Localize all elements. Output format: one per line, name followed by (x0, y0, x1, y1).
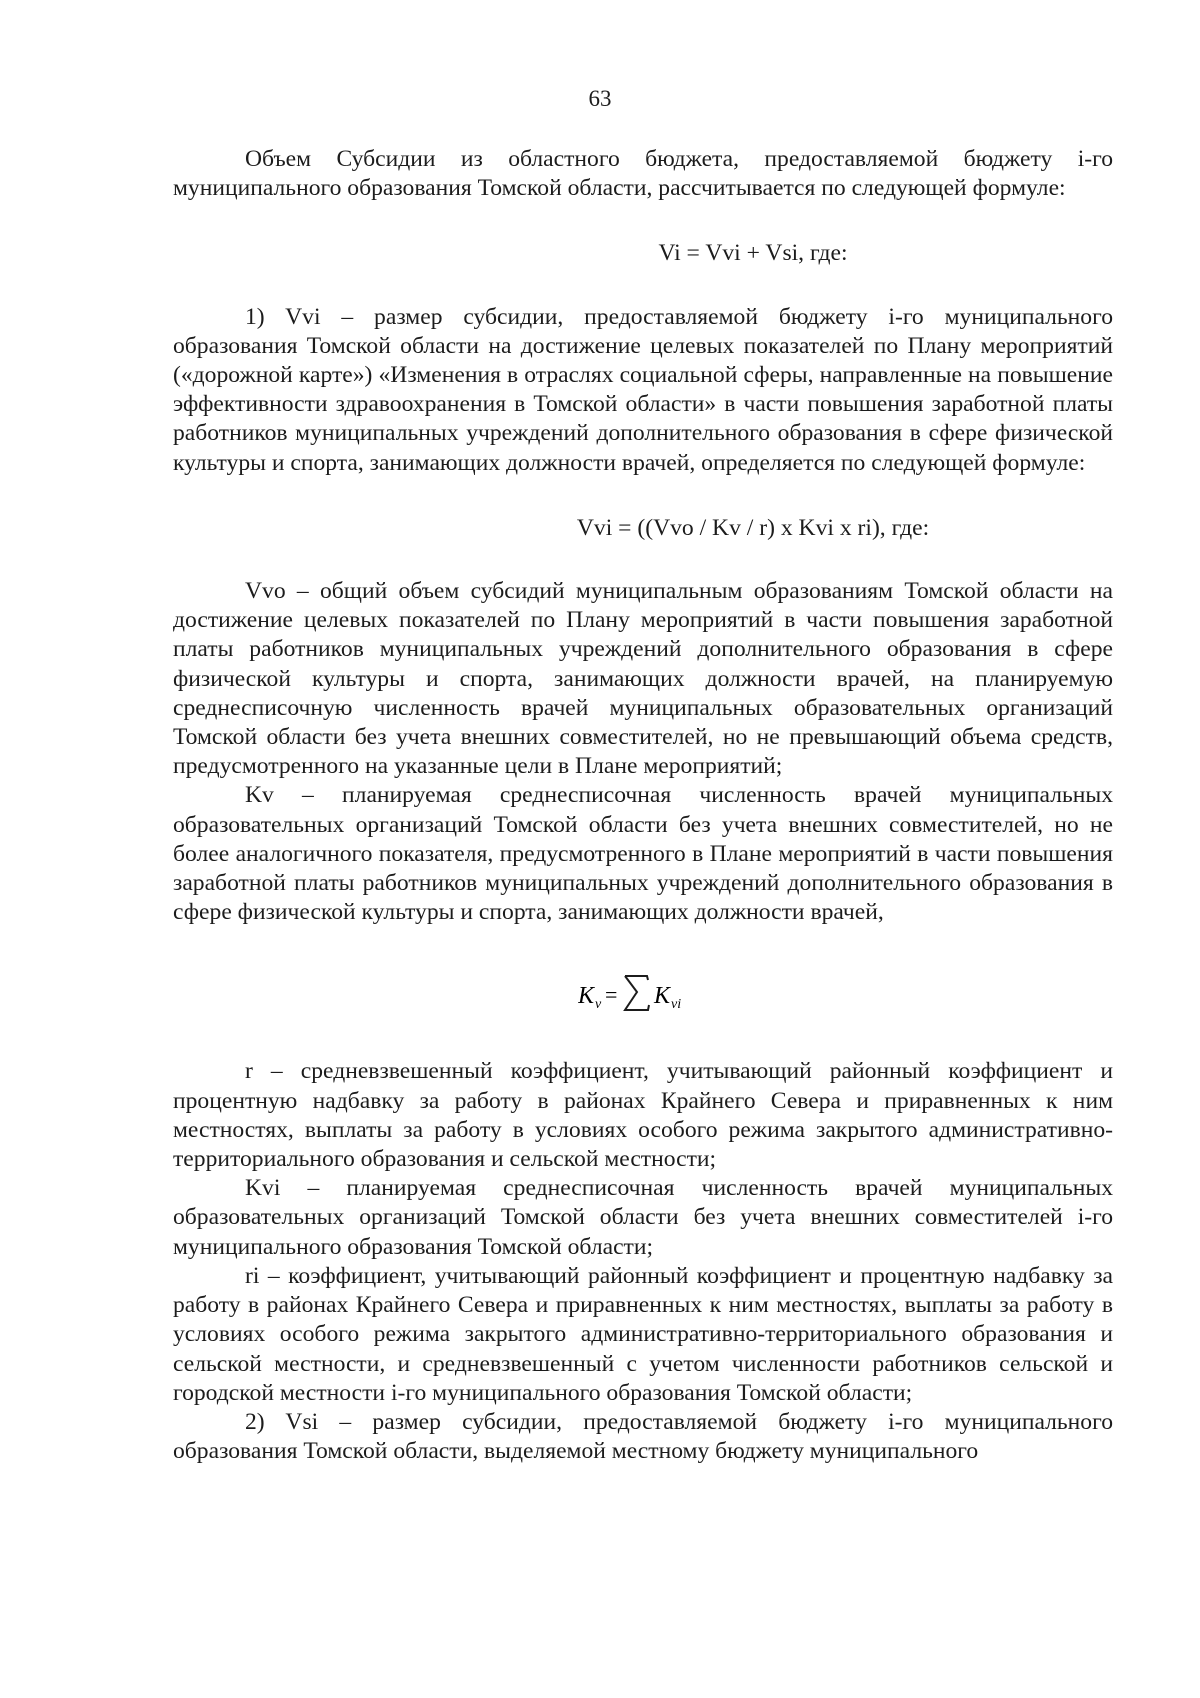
sum-lhs: K (578, 983, 595, 1010)
kv-definition: Kv – планируемая среднесписочная численность врачей муниципальных образовательных организаций Томской области без учета внешних совместителей, но не более аналогичного показателя, предусмотренного в Плане мероприятий в части повышения заработной платы работников муниципальных учреждений дополнительного образования в сфере физической культуры и спорта, занимающих должности врачей, (173, 782, 1113, 926)
formula-vvi: Vvi = ((Vvo / Kv / r) x Kvi x ri), где: (576, 514, 930, 541)
sum-formula-graphic (578, 969, 708, 1015)
ri-definition: ri – коэффициент, учитывающий районный коэффициент и процентную надбавку за работу в районах Крайнего Севера и приравненных к ним местностях, выплаты за работу в условиях особого режима закрытого административно-территориального образования и сельской местности, и средневзвешенный с учетом численности работников сельской и городской местности i-го муниципального образования Томской области; (173, 1262, 1113, 1406)
page-number: 63 (588, 86, 612, 111)
sum-equals: = (605, 982, 618, 1008)
sum-rhs: K (654, 983, 671, 1010)
document-body (173, 145, 1113, 1466)
sum-lhs-subscript: v (595, 997, 602, 1013)
item-1-paragraph: 1) Vvi – размер субсидии, предоставляемой бюджету i-го муниципального образования Томской области на достижение целевых показателей по Плану мероприятий («дорожной карте») «Изменения в отраслях социальной сферы, направленные на повышение эффективности здравоохранения в Томской области» в части повышения заработной платы работников муниципальных учреждений дополнительного образования в сфере физической культуры и спорта, занимающих должности врачей, определяется по следующей формуле: (173, 303, 1113, 476)
sum-rhs-subscript: vi (671, 997, 682, 1013)
kvi-definition: Kvi – планируемая среднесписочная численность врачей муниципальных образовательных организаций Томской области без учета внешних совместителей i-го муниципального образования Томской области; (173, 1175, 1113, 1260)
vvo-definition: Vvo – общий объем субсидий муниципальным образованиям Томской области на достижение целевых показателей по Плану мероприятий в части повышения заработной платы работников муниципальных учреждений дополнительного образования в сфере физической культуры и спорта, занимающих должности врачей, на планируемую среднесписочную численность врачей муниципальных образовательных организаций Томской области без учета внешних совместителей, но не превышающий объема средств, предусмотренного на указанные цели в Плане мероприятий; (173, 578, 1113, 780)
r-definition: r – средневзвешенный коэффициент, учитывающий районный коэффициент и процентную надбавку за работу в районах Крайнего Севера и приравненных к ним местностях, выплаты за работу в условиях особого режима закрытого административно-территориального образования и сельской местности; (173, 1058, 1113, 1173)
formula-kv-sum (173, 969, 1113, 1015)
sigma-icon (625, 976, 649, 1010)
item-2-paragraph: 2) Vsi – размер субсидии, предоставляемой бюджету i-го муниципального образования Томской области, выделяемой местному бюджету муниципального (173, 1408, 1113, 1465)
formula-vi: Vi = Vvi + Vsi, где: (658, 240, 848, 267)
intro-paragraph: Объем Субсидии из областного бюджета, предоставляемой бюджету i-го муниципального образования Томской области, рассчитывается по следующей формуле: (173, 146, 1113, 202)
